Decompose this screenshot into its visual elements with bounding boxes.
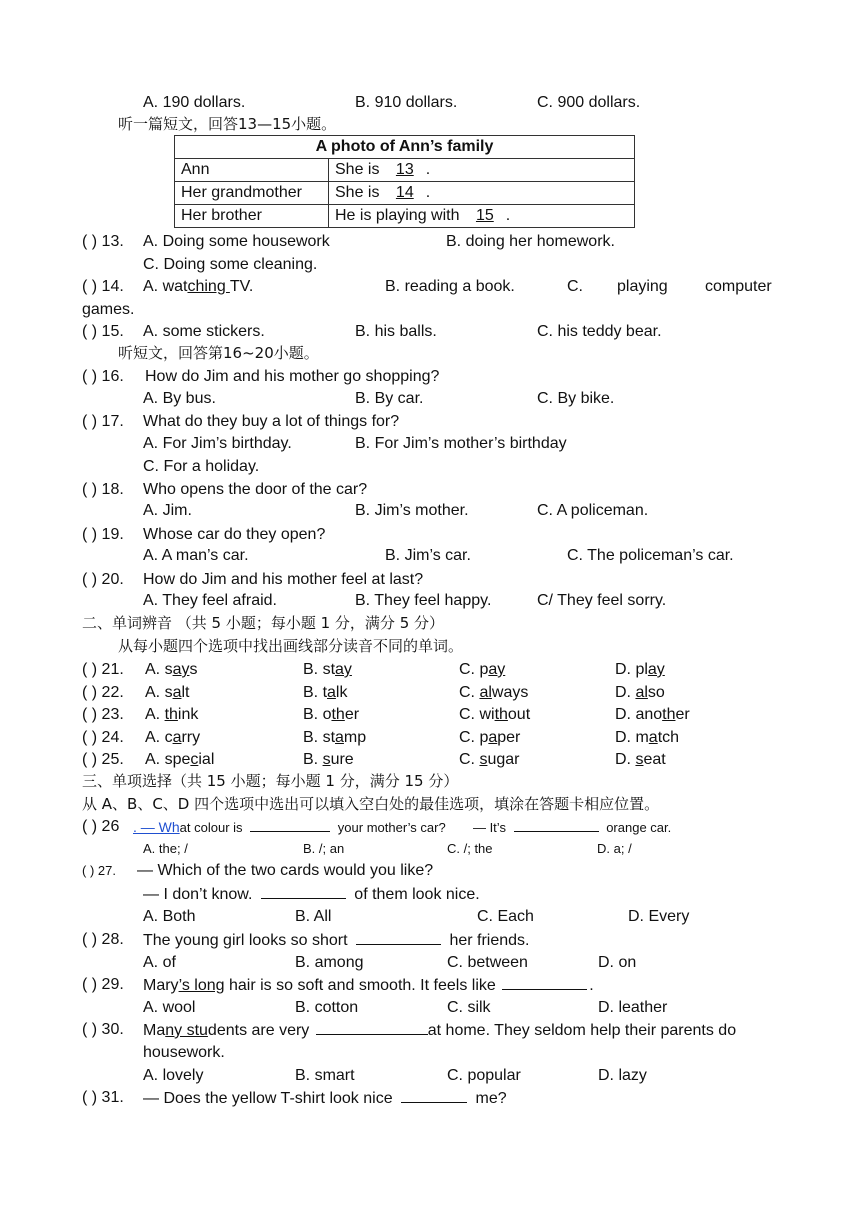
q14-option-b: B. reading a book. bbox=[385, 278, 515, 295]
q16-option-a: A. By bus. bbox=[143, 390, 216, 407]
phonetics-number: ( ) 25. bbox=[82, 751, 124, 768]
phonetics-option: A. says bbox=[145, 661, 198, 678]
q30-option-c: C. popular bbox=[447, 1067, 521, 1084]
q14-option-a: A. watching TV. bbox=[143, 278, 254, 295]
q18-number: ( ) 18. bbox=[82, 481, 124, 498]
phonetics-option: C. pay bbox=[459, 661, 506, 678]
phonetics-option: C. sugar bbox=[459, 751, 520, 768]
q26-blank-2 bbox=[514, 817, 599, 832]
blank-13: 13 bbox=[395, 161, 414, 178]
q14-option-c-letter: C. bbox=[567, 278, 583, 295]
phonetics-number: ( ) 22. bbox=[82, 684, 124, 701]
underlined-letters: al bbox=[479, 684, 492, 701]
q28-blank bbox=[356, 930, 441, 945]
q14-option-c-word2: computer bbox=[705, 278, 772, 295]
table-cell-name: Her grandmother bbox=[175, 182, 329, 205]
table-row bbox=[175, 205, 635, 228]
underlined-letters: s bbox=[479, 751, 488, 768]
underlined-letters: th bbox=[494, 706, 508, 723]
phonetics-option: B. sure bbox=[303, 751, 354, 768]
listening-instruction-16-20: 听短文，回答第16~20小题。 bbox=[118, 344, 319, 362]
phonetics-option: B. other bbox=[303, 706, 360, 723]
blank-15: 15 bbox=[475, 207, 494, 224]
q27-blank bbox=[261, 884, 346, 899]
q26-blank-1 bbox=[250, 817, 330, 832]
q29-number: ( ) 29. bbox=[82, 976, 124, 993]
underlined-letters: ay bbox=[647, 661, 665, 678]
underlined-letters: a bbox=[335, 729, 344, 746]
q20-number: ( ) 20. bbox=[82, 571, 124, 588]
q29-option-b: B. cotton bbox=[295, 999, 359, 1016]
q15-option-b: B. his balls. bbox=[355, 323, 437, 340]
phonetics-option: C. paper bbox=[459, 729, 521, 746]
underlined-letters: th bbox=[164, 706, 178, 723]
q26-option-b: B. /; an bbox=[303, 841, 345, 856]
underlined-letters: ay bbox=[335, 661, 352, 678]
q13-option-b: B. doing her homework. bbox=[446, 233, 615, 250]
q30-blank bbox=[316, 1020, 428, 1035]
table-row bbox=[175, 159, 635, 182]
listening-instruction-13-15: 听一篇短文，回答13—15小题。 bbox=[118, 115, 337, 133]
table-cell-desc: She is 13 . bbox=[329, 159, 635, 182]
phonetics-option: A. think bbox=[145, 706, 199, 723]
q19-option-a: A. A man’s car. bbox=[143, 547, 249, 564]
q13-option-a: A. Doing some housework bbox=[143, 233, 330, 250]
q17-option-b: B. For Jim’s mother’s birthday bbox=[355, 435, 567, 452]
q12-option-b: B. 910 dollars. bbox=[355, 94, 458, 111]
q31-question: — Does the yellow T-shirt look nice me? bbox=[143, 1090, 507, 1107]
q30-option-d: D. lazy bbox=[598, 1067, 647, 1084]
q27-option-d: D. Every bbox=[628, 908, 690, 925]
q26-number: ( ) 26 bbox=[82, 818, 120, 835]
table-row bbox=[175, 182, 635, 205]
q28-option-c: C. between bbox=[447, 954, 528, 971]
underlined-letters: a bbox=[648, 729, 658, 746]
q16-number: ( ) 16. bbox=[82, 368, 124, 385]
q19-question: Whose car do they open? bbox=[143, 526, 326, 543]
q14-option-c-word1: playing bbox=[617, 278, 668, 295]
q29-option-c: C. silk bbox=[447, 999, 491, 1016]
q19-option-c: C. The policeman’s car. bbox=[567, 547, 734, 564]
blank-14: 14 bbox=[395, 184, 414, 201]
phonetics-number: ( ) 24. bbox=[82, 729, 124, 746]
table-cell-name: Ann bbox=[175, 159, 329, 182]
q26-link[interactable]: . — Wh bbox=[133, 819, 180, 835]
q20-question: How do Jim and his mother feel at last? bbox=[143, 571, 424, 588]
q19-number: ( ) 19. bbox=[82, 526, 124, 543]
q14-continuation: games. bbox=[82, 301, 135, 318]
phonetics-option: B. stay bbox=[303, 661, 352, 678]
q18-option-c: C. A policeman. bbox=[537, 502, 649, 519]
phonetics-option: A. special bbox=[145, 751, 215, 768]
q20-option-c: C/ They feel sorry. bbox=[537, 592, 667, 609]
phonetics-number: ( ) 21. bbox=[82, 661, 124, 678]
table-cell-desc: She is 14 . bbox=[329, 182, 635, 205]
q19-option-b: B. Jim’s car. bbox=[385, 547, 471, 564]
q28-number: ( ) 28. bbox=[82, 931, 124, 948]
q16-option-b: B. By car. bbox=[355, 390, 424, 407]
q20-option-b: B. They feel happy. bbox=[355, 592, 492, 609]
q17-option-a: A. For Jim’s birthday. bbox=[143, 435, 292, 452]
q17-question: What do they buy a lot of things for? bbox=[143, 413, 400, 430]
q27-question-line2: — I don’t know. of them look nice. bbox=[143, 886, 480, 903]
underlined-letters: th bbox=[662, 706, 676, 723]
q30-question: Many students are very at home. They seldom help their parents do bbox=[143, 1022, 737, 1039]
q15-option-c: C. his teddy bear. bbox=[537, 323, 662, 340]
underlined-letters: ay bbox=[488, 661, 506, 678]
table-title: A photo of Ann’s family bbox=[175, 136, 635, 159]
phonetics-option: D. match bbox=[615, 729, 680, 746]
section-3-instruction: 从 A、B、C、D 四个选项中选出可以填入空白处的最佳选项，填涂在答题卡相应位置。 bbox=[82, 795, 660, 813]
section-3-title: 三、单项选择（共 15 小题；每小题 1 分，满分 15 分） bbox=[82, 772, 459, 790]
q26-option-c: C. /; the bbox=[447, 841, 493, 856]
section-2-instruction: 从每小题四个选项中找出画线部分读音不同的单词。 bbox=[118, 637, 464, 655]
section-2-title: 二、单词辨音 （共 5 小题；每小题 1 分，满分 5 分） bbox=[82, 614, 445, 632]
underlined-letters: al bbox=[635, 684, 648, 701]
q13-number: ( ) 13. bbox=[82, 233, 124, 250]
q28-question: The young girl looks so short her friends. bbox=[143, 932, 530, 949]
phonetics-option: B. talk bbox=[303, 684, 348, 701]
q18-option-a: A. Jim. bbox=[143, 502, 192, 519]
table-cell-desc: He is playing with 15 . bbox=[329, 205, 635, 228]
q12-option-a: A. 190 dollars. bbox=[143, 94, 246, 111]
q29-option-d: D. leather bbox=[598, 999, 668, 1016]
phonetics-option: C. always bbox=[459, 684, 529, 701]
q30-option-a: A. lovely bbox=[143, 1067, 204, 1084]
q27-option-c: C. Each bbox=[477, 908, 534, 925]
phonetics-option: C. without bbox=[459, 706, 531, 723]
phonetics-option: B. stamp bbox=[303, 729, 367, 746]
table-cell-name: Her brother bbox=[175, 205, 329, 228]
phonetics-option: A. carry bbox=[145, 729, 201, 746]
q18-question: Who opens the door of the car? bbox=[143, 481, 368, 498]
q27-option-b: B. All bbox=[295, 908, 332, 925]
q15-option-a: A. some stickers. bbox=[143, 323, 265, 340]
q12-option-c: C. 900 dollars. bbox=[537, 94, 641, 111]
q29-blank bbox=[502, 975, 587, 990]
q29-question: Mary’s long hair is so soft and smooth. It feels like . bbox=[143, 977, 594, 994]
q31-blank bbox=[401, 1088, 467, 1103]
phonetics-number: ( ) 23. bbox=[82, 706, 124, 723]
underlined-letters: a bbox=[488, 729, 498, 746]
q16-question: How do Jim and his mother go shopping? bbox=[145, 368, 440, 385]
q13-option-c: C. Doing some cleaning. bbox=[143, 256, 318, 273]
underlined-letters: th bbox=[331, 706, 345, 723]
q28-option-b: B. among bbox=[295, 954, 364, 971]
q30-option-b: B. smart bbox=[295, 1067, 355, 1084]
q28-option-a: A. of bbox=[143, 954, 176, 971]
q17-number: ( ) 17. bbox=[82, 413, 124, 430]
underlined-letters: ay bbox=[172, 661, 190, 678]
q30-number: ( ) 30. bbox=[82, 1021, 124, 1038]
underlined-letters: a bbox=[327, 684, 336, 701]
q29-option-a: A. wool bbox=[143, 999, 196, 1016]
q26-option-d: D. a; / bbox=[597, 841, 632, 856]
q31-number: ( ) 31. bbox=[82, 1089, 124, 1106]
q26-question: . — What colour is your mother’s car? — It’s orange car. bbox=[133, 819, 672, 835]
phonetics-option: A. salt bbox=[145, 684, 190, 701]
q17-option-c: C. For a holiday. bbox=[143, 458, 260, 475]
underlined-letters: a bbox=[172, 684, 182, 701]
q28-option-d: D. on bbox=[598, 954, 637, 971]
q16-option-c: C. By bike. bbox=[537, 390, 615, 407]
phonetics-option: D. also bbox=[615, 684, 665, 701]
q27-option-a: A. Both bbox=[143, 908, 196, 925]
q27-number: ( ) 27. bbox=[82, 863, 116, 878]
q18-option-b: B. Jim’s mother. bbox=[355, 502, 469, 519]
underlined-letters: s bbox=[322, 751, 331, 768]
phonetics-option: D. play bbox=[615, 661, 665, 678]
q20-option-a: A. They feel afraid. bbox=[143, 592, 277, 609]
underlined-letters: c bbox=[190, 751, 199, 768]
underlined-letters: a bbox=[172, 729, 182, 746]
q30-continuation: housework. bbox=[143, 1044, 225, 1061]
phonetics-option: D. another bbox=[615, 706, 690, 723]
q26-option-a: A. the; / bbox=[143, 841, 188, 856]
phonetics-option: D. seat bbox=[615, 751, 666, 768]
q15-number: ( ) 15. bbox=[82, 323, 124, 340]
q14-number: ( ) 14. bbox=[82, 278, 124, 295]
underlined-letters: s bbox=[635, 751, 644, 768]
family-photo-table bbox=[174, 135, 635, 228]
q27-question: — Which of the two cards would you like? bbox=[137, 862, 434, 879]
